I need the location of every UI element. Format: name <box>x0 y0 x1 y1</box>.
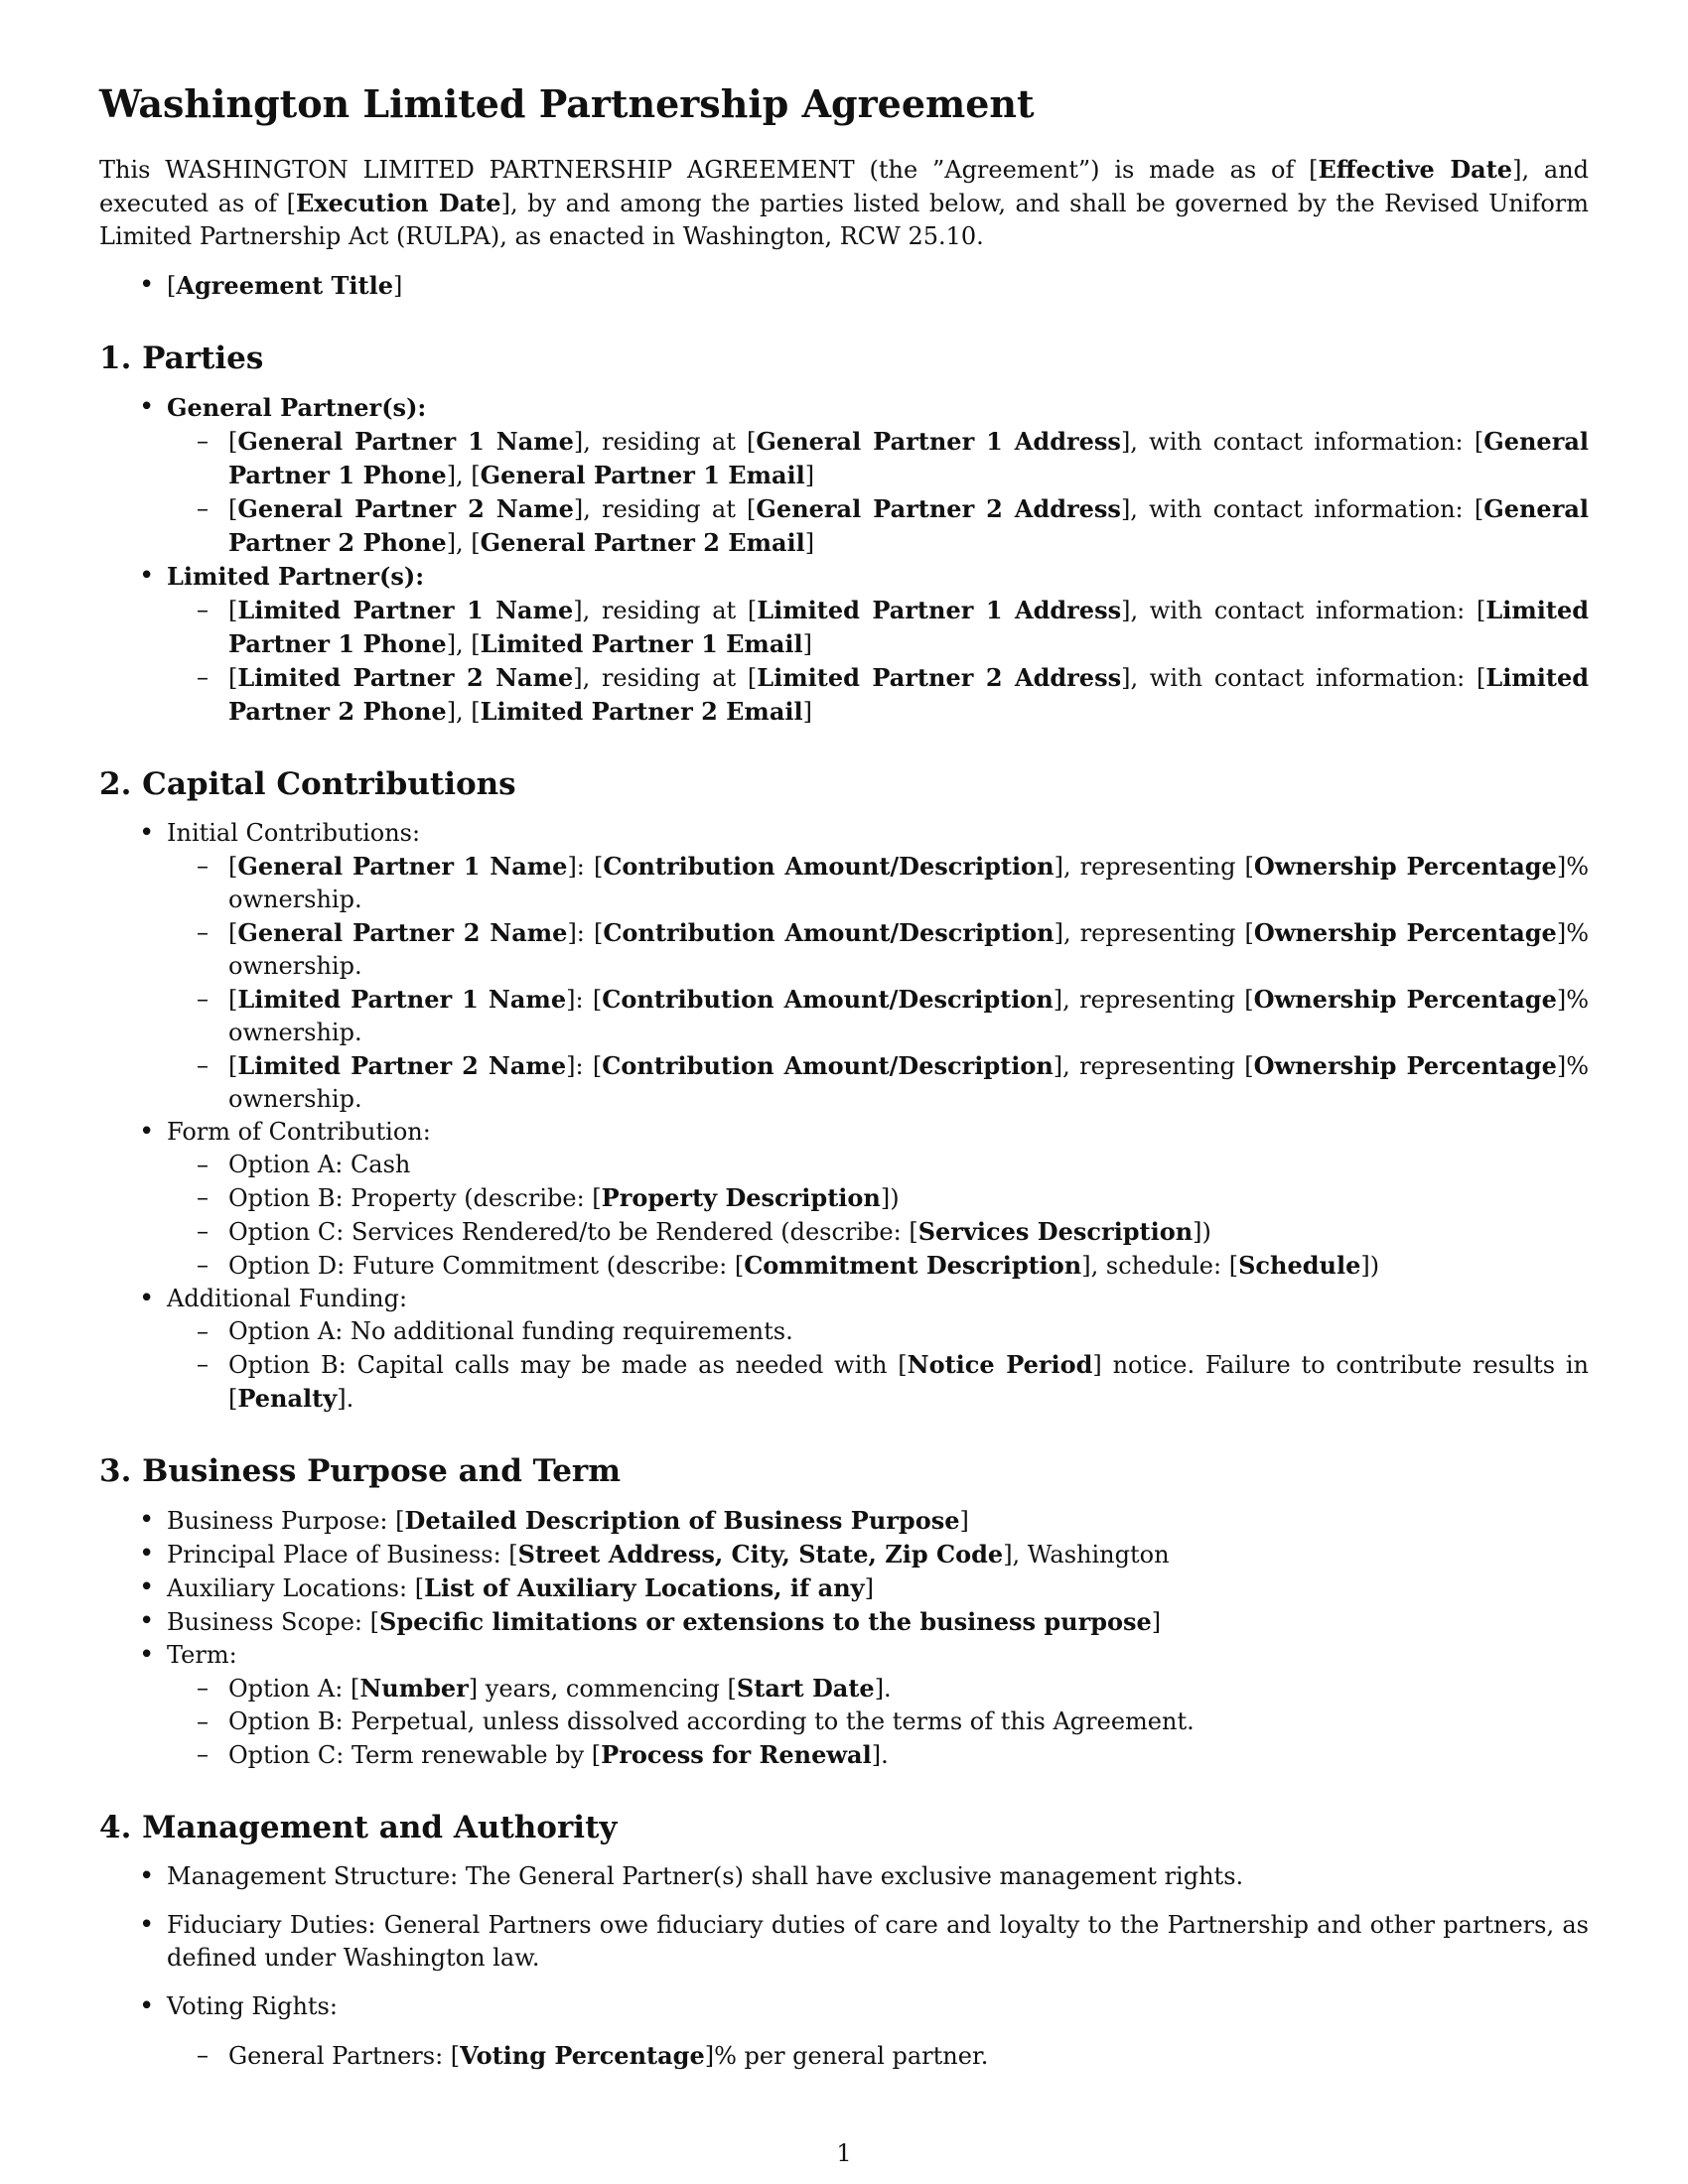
term-label: Term: <box>167 1641 237 1670</box>
auxiliary-locations-placeholder: List of Auxiliary Locations, if any <box>424 1573 865 1603</box>
voting-rights-item <box>167 1990 1589 2073</box>
penalty-placeholder: Penalty <box>237 1383 338 1413</box>
representing-text: ], representing [ <box>1054 918 1254 947</box>
services-description-placeholder: Services Description <box>917 1216 1194 1246</box>
principal-place-item <box>167 1538 1589 1571</box>
business-scope-item <box>167 1605 1589 1639</box>
residing-at-text: ], residing at [ <box>573 494 757 523</box>
contribution-amount-placeholder: Contribution Amount/Description <box>603 851 1055 881</box>
initial-contributions-item <box>167 817 1589 1116</box>
lp2-address: Limited Partner 2 Address <box>757 662 1122 692</box>
option-text: ]) <box>1193 1217 1211 1246</box>
ownership-percentage-placeholder: Ownership Percentage <box>1253 917 1557 947</box>
notice-period-placeholder: Notice Period <box>907 1349 1093 1379</box>
bracket-close: ] <box>804 461 815 489</box>
bracket-open: [ <box>228 427 238 456</box>
parties-list <box>99 391 1589 729</box>
ownership-text: ]% ownership. <box>228 985 1590 1046</box>
agreement-title-item <box>167 269 1589 303</box>
option-text: Option C: Term renewable by [ <box>228 1741 602 1770</box>
contribution-amount-placeholder: Contribution Amount/Description <box>603 917 1055 947</box>
management-list <box>99 1860 1589 2073</box>
form-option-b <box>228 1181 1589 1215</box>
contribution-amount-placeholder: Contribution Amount/Description <box>602 984 1054 1014</box>
business-scope-placeholder: Specific limitations or extensions to the business purpose <box>378 1607 1152 1637</box>
bracket-close: ] <box>1151 1608 1162 1637</box>
colon-text: ]: [ <box>567 852 604 881</box>
limited-partners-item <box>167 560 1589 729</box>
contact-text: ], with contact information: [ <box>1121 596 1486 624</box>
gp2-name: General Partner 2 Name <box>237 493 574 523</box>
contribution-entry-4 <box>228 1049 1589 1116</box>
colon-text: ]: [ <box>567 918 604 947</box>
lp1-email: Limited Partner 1 Email <box>480 628 803 658</box>
lp2-phone: Limited Partner 2 Phone <box>228 662 1589 726</box>
option-text: ] notice. Failure to contribute results in [ <box>228 1350 1589 1413</box>
option-text: ]. <box>337 1384 354 1413</box>
bracket-close: ] <box>959 1507 969 1536</box>
voting-rights-sublist <box>167 2039 1589 2073</box>
contact-text: ], with contact information: [ <box>1120 494 1484 523</box>
renewal-process-placeholder: Process for Renewal <box>601 1740 872 1770</box>
item-text: Business Purpose: [ <box>167 1507 405 1536</box>
start-date-placeholder: Start Date <box>736 1674 875 1704</box>
bracket-close: ] <box>802 697 812 726</box>
intro-text-1: This WASHINGTON LIMITED PARTNERSHIP AGREEMENT (the ”Agreement”) is made as of [ <box>99 155 1319 184</box>
contact-text: ], with contact information: [ <box>1120 427 1484 456</box>
gp1-address: General Partner 1 Address <box>756 426 1121 456</box>
residing-at-text: ], residing at [ <box>573 663 758 692</box>
bracket-open: [ <box>228 985 238 1014</box>
option-text: ]. <box>871 1741 889 1770</box>
option-text: ]% per general partner. <box>704 2042 989 2071</box>
option-text: ]. <box>874 1675 892 1704</box>
document-title: Washington Limited Partnership Agreement <box>99 81 1035 126</box>
gp1-name: General Partner 1 Name <box>237 426 574 456</box>
option-text: ] years, commencing [ <box>468 1675 737 1704</box>
term-item <box>167 1639 1589 1772</box>
general-partners-label: General Partner(s): <box>167 392 427 422</box>
separator: ], [ <box>446 461 481 489</box>
contributor-name: General Partner 1 Name <box>237 851 568 881</box>
item-text: Auxiliary Locations: [ <box>167 1574 425 1603</box>
option-text: Option C: Services Rendered/to be Rendered (describe: [ <box>228 1217 918 1246</box>
contribution-amount-placeholder: Contribution Amount/Description <box>602 1050 1054 1080</box>
item-text: ], Washington <box>1003 1541 1170 1570</box>
section-3-heading: 3. Business Purpose and Term <box>99 1452 622 1489</box>
bracket-close: ] <box>804 528 815 557</box>
voting-rights-label: Voting Rights: <box>167 1992 338 2021</box>
initial-contributions-label: Initial Contributions: <box>167 818 421 847</box>
general-partners-voting <box>228 2039 1589 2073</box>
representing-text: ], representing [ <box>1053 1051 1254 1080</box>
general-partner-1-entry <box>228 425 1589 492</box>
auxiliary-locations-item <box>167 1571 1589 1605</box>
residing-at-text: ], residing at [ <box>573 596 758 624</box>
funding-option-b <box>228 1348 1589 1416</box>
address-placeholder: Street Address, City, State, Zip Code <box>517 1540 1004 1570</box>
residing-at-text: ], residing at [ <box>573 427 757 456</box>
general-partner-2-entry <box>228 492 1589 560</box>
colon-text: ]: [ <box>566 1051 603 1080</box>
limited-partner-1-entry <box>228 594 1589 661</box>
gp1-phone: General Partner 1 Phone <box>228 426 1589 489</box>
term-option-a <box>228 1672 1589 1706</box>
bracket-close: ] <box>864 1574 874 1603</box>
ownership-percentage-placeholder: Ownership Percentage <box>1253 984 1557 1014</box>
option-text: Option D: Future Commitment (describe: [ <box>228 1251 745 1280</box>
commitment-description-placeholder: Commitment Description <box>744 1250 1082 1280</box>
separator: ], [ <box>446 697 481 726</box>
general-partners-item <box>167 391 1589 560</box>
business-purpose-placeholder: Detailed Description of Business Purpose <box>404 1506 960 1536</box>
schedule-placeholder: Schedule <box>1238 1250 1361 1280</box>
contributor-name: General Partner 2 Name <box>237 917 568 947</box>
limited-partners-label: Limited Partner(s): <box>167 561 425 591</box>
initial-contributions-sublist <box>167 850 1589 1116</box>
form-of-contribution-label: Form of Contribution: <box>167 1117 431 1146</box>
separator: ], [ <box>446 629 481 658</box>
bracket-close: ] <box>392 271 403 300</box>
option-text: Option B: Property (describe: [ <box>228 1183 602 1212</box>
fiduciary-duties-item: • Fiduciary Duties: General Partners owe fiduciary duties of care and loyalty to the Partnership and other partners, as defined under Washington law. <box>167 1909 1589 1975</box>
representing-text: ], representing [ <box>1054 852 1254 881</box>
lp1-name: Limited Partner 1 Name <box>237 595 574 624</box>
agreement-title-placeholder: Agreement Title <box>176 270 393 300</box>
effective-date-placeholder: Effective Date <box>1318 154 1513 184</box>
item-text: Principal Place of Business: [ <box>167 1541 518 1570</box>
ownership-text: ]% ownership. <box>228 1051 1590 1113</box>
contributor-name: Limited Partner 2 Name <box>237 1050 567 1080</box>
term-option-b: – Option B: Perpetual, unless dissolved according to the terms of this Agreement. <box>228 1706 1589 1738</box>
funding-option-a: – Option A: No additional funding requirements. <box>228 1315 1589 1348</box>
form-option-d <box>228 1249 1589 1283</box>
bracket-close: ] <box>802 629 812 658</box>
limited-partners-sublist <box>167 594 1589 729</box>
business-purpose-list <box>99 1504 1589 1772</box>
additional-funding-item <box>167 1283 1589 1416</box>
section-2-heading: 2. Capital Contributions <box>99 765 516 802</box>
additional-funding-sublist <box>167 1315 1589 1416</box>
business-purpose-item <box>167 1504 1589 1538</box>
bracket-open: [ <box>228 596 238 624</box>
bracket-open: [ <box>228 852 238 881</box>
execution-date-placeholder: Execution Date <box>296 188 501 217</box>
ownership-text: ]% ownership. <box>228 918 1589 980</box>
term-option-c <box>228 1738 1589 1772</box>
number-placeholder: Number <box>359 1674 469 1704</box>
section-1-heading: 1. Parties <box>99 340 264 376</box>
section-4-heading: 4. Management and Authority <box>99 1810 618 1846</box>
property-description-placeholder: Property Description <box>601 1182 881 1212</box>
contributor-name: Limited Partner 1 Name <box>237 984 567 1014</box>
option-text: ]) <box>880 1183 900 1212</box>
option-text: General Partners: [ <box>228 2042 461 2071</box>
lp1-phone: Limited Partner 1 Phone <box>228 595 1589 658</box>
limited-partner-2-entry <box>228 661 1589 729</box>
form-of-contribution-item <box>167 1116 1589 1283</box>
option-text: Option A: [ <box>228 1675 360 1704</box>
bracket-open: [ <box>167 271 177 300</box>
ownership-text: ]% ownership. <box>228 852 1589 913</box>
page-number: 1 <box>836 2139 852 2167</box>
bracket-open: [ <box>228 1051 238 1080</box>
lp2-email: Limited Partner 2 Email <box>480 696 803 726</box>
additional-funding-label: Additional Funding: <box>167 1284 408 1312</box>
capital-contributions-list <box>99 817 1589 1416</box>
contribution-entry-3 <box>228 983 1589 1049</box>
ownership-percentage-placeholder: Ownership Percentage <box>1253 851 1557 881</box>
intro-text-2: ], and executed as of [ <box>99 155 1590 217</box>
gp2-address: General Partner 2 Address <box>756 493 1121 523</box>
option-text: ], schedule: [ <box>1081 1251 1239 1280</box>
form-of-contribution-sublist <box>167 1149 1589 1283</box>
item-text: Business Scope: [ <box>167 1608 379 1637</box>
management-structure-item: • Management Structure: The General Partner(s) shall have exclusive management rights. <box>167 1860 1589 1893</box>
separator: ], [ <box>446 528 481 557</box>
lp1-address: Limited Partner 1 Address <box>757 595 1122 624</box>
form-option-c <box>228 1215 1589 1249</box>
option-text: Option B: Capital calls may be made as needed with [ <box>228 1350 908 1379</box>
colon-text: ]: [ <box>566 985 603 1014</box>
option-text: ]) <box>1360 1251 1380 1280</box>
voting-percentage-placeholder: Voting Percentage <box>460 2041 705 2071</box>
intro-paragraph <box>99 153 1589 253</box>
representing-text: ], representing [ <box>1053 985 1254 1014</box>
gp2-phone: General Partner 2 Phone <box>228 493 1589 557</box>
bracket-open: [ <box>228 494 238 523</box>
contribution-entry-1 <box>228 850 1589 916</box>
lp2-name: Limited Partner 2 Name <box>237 662 574 692</box>
agreement-title-list <box>99 269 1589 303</box>
form-option-a: – Option A: Cash <box>228 1149 1589 1181</box>
ownership-percentage-placeholder: Ownership Percentage <box>1253 1050 1557 1080</box>
general-partners-sublist <box>167 425 1589 560</box>
term-sublist <box>167 1672 1589 1772</box>
intro-text-3: ], by and among the parties listed below, and shall be governed by the Revised Uniform Limited Partnership Act (RULPA), as enacted in Washington, RCW 25.10. <box>99 189 1590 250</box>
contribution-entry-2 <box>228 916 1589 983</box>
gp1-email: General Partner 1 Email <box>480 460 805 489</box>
contact-text: ], with contact information: [ <box>1121 663 1486 692</box>
bracket-open: [ <box>228 918 238 947</box>
bracket-open: [ <box>228 663 238 692</box>
gp2-email: General Partner 2 Email <box>480 527 805 557</box>
